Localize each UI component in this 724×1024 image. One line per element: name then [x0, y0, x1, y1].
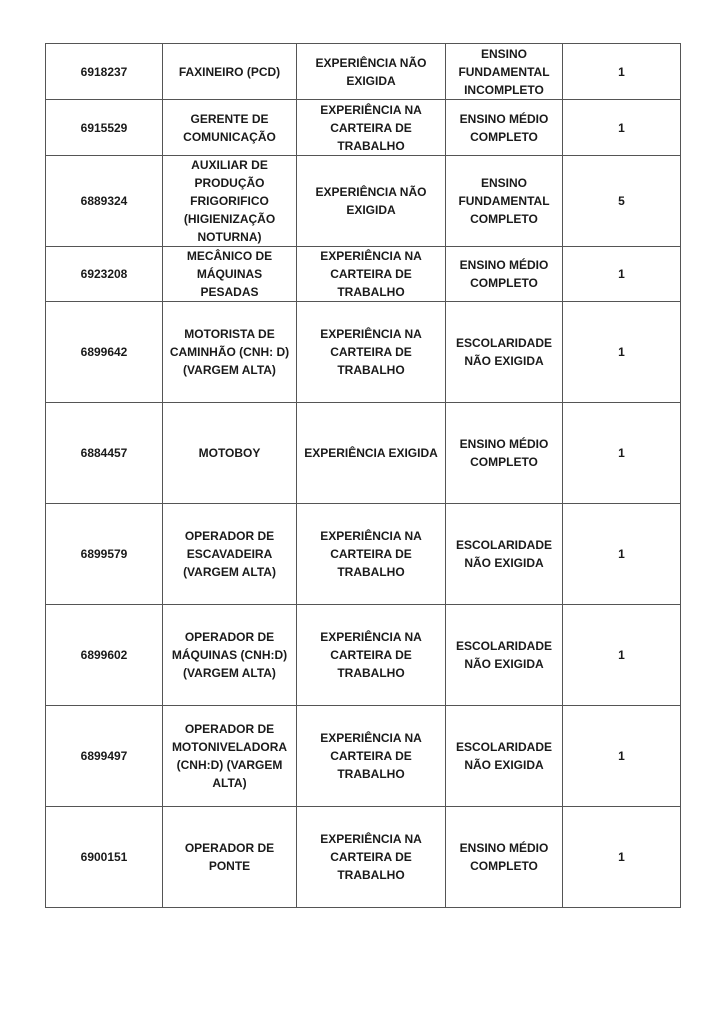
vacancy-count-cell: 1 [563, 706, 681, 807]
experience-cell: EXPERIÊNCIA NA CARTEIRA DE TRABALHO [297, 504, 446, 605]
table-row [46, 247, 681, 302]
vacancy-count-cell: 1 [563, 247, 681, 302]
job-title-cell: GERENTE DE COMUNICAÇÃO [163, 100, 297, 156]
table-row [46, 605, 681, 706]
table-row [46, 44, 681, 100]
vacancy-code-cell: 6899642 [46, 302, 163, 403]
vacancy-code-cell: 6900151 [46, 807, 163, 908]
table-row [46, 807, 681, 908]
education-cell: ENSINO MÉDIO COMPLETO [446, 247, 563, 302]
job-title-cell: OPERADOR DE ESCAVADEIRA (VARGEM ALTA) [163, 504, 297, 605]
vacancy-count-cell: 1 [563, 605, 681, 706]
job-vacancies-table [45, 43, 681, 908]
experience-cell: EXPERIÊNCIA NA CARTEIRA DE TRABALHO [297, 247, 446, 302]
vacancy-code-cell: 6918237 [46, 44, 163, 100]
job-title-cell: FAXINEIRO (PCD) [163, 44, 297, 100]
experience-cell: EXPERIÊNCIA NÃO EXIGIDA [297, 156, 446, 247]
vacancy-count-cell: 1 [563, 403, 681, 504]
vacancy-code-cell: 6899602 [46, 605, 163, 706]
experience-cell: EXPERIÊNCIA NA CARTEIRA DE TRABALHO [297, 605, 446, 706]
education-cell: ESCOLARIDADE NÃO EXIGIDA [446, 605, 563, 706]
education-cell: ESCOLARIDADE NÃO EXIGIDA [446, 302, 563, 403]
vacancy-code-cell: 6884457 [46, 403, 163, 504]
vacancy-count-cell: 1 [563, 100, 681, 156]
education-cell: ENSINO FUNDAMENTAL COMPLETO [446, 156, 563, 247]
education-cell: ESCOLARIDADE NÃO EXIGIDA [446, 706, 563, 807]
vacancy-code-cell: 6915529 [46, 100, 163, 156]
job-title-cell: AUXILIAR DE PRODUÇÃO FRIGORIFICO (HIGIENIZAÇÃO NOTURNA) [163, 156, 297, 247]
education-cell: ENSINO MÉDIO COMPLETO [446, 807, 563, 908]
vacancy-count-cell: 1 [563, 44, 681, 100]
table-row [46, 504, 681, 605]
education-cell: ENSINO MÉDIO COMPLETO [446, 403, 563, 504]
experience-cell: EXPERIÊNCIA EXIGIDA [297, 403, 446, 504]
vacancy-code-cell: 6923208 [46, 247, 163, 302]
job-title-cell: OPERADOR DE MOTONIVELADORA (CNH:D) (VARGEM ALTA) [163, 706, 297, 807]
education-cell: ENSINO FUNDAMENTAL INCOMPLETO [446, 44, 563, 100]
vacancy-count-cell: 1 [563, 302, 681, 403]
education-cell: ESCOLARIDADE NÃO EXIGIDA [446, 504, 563, 605]
job-title-cell: OPERADOR DE PONTE [163, 807, 297, 908]
vacancy-code-cell: 6899579 [46, 504, 163, 605]
experience-cell: EXPERIÊNCIA NÃO EXIGIDA [297, 44, 446, 100]
job-title-cell: MECÂNICO DE MÁQUINAS PESADAS [163, 247, 297, 302]
table-row [46, 156, 681, 247]
vacancy-count-cell: 1 [563, 807, 681, 908]
table-row [46, 403, 681, 504]
experience-cell: EXPERIÊNCIA NA CARTEIRA DE TRABALHO [297, 706, 446, 807]
job-title-cell: MOTOBOY [163, 403, 297, 504]
education-cell: ENSINO MÉDIO COMPLETO [446, 100, 563, 156]
table-row [46, 302, 681, 403]
experience-cell: EXPERIÊNCIA NA CARTEIRA DE TRABALHO [297, 807, 446, 908]
vacancy-code-cell: 6889324 [46, 156, 163, 247]
vacancy-code-cell: 6899497 [46, 706, 163, 807]
experience-cell: EXPERIÊNCIA NA CARTEIRA DE TRABALHO [297, 302, 446, 403]
table-row [46, 100, 681, 156]
job-title-cell: OPERADOR DE MÁQUINAS (CNH:D) (VARGEM ALTA) [163, 605, 297, 706]
table-row [46, 706, 681, 807]
job-title-cell: MOTORISTA DE CAMINHÃO (CNH: D) (VARGEM ALTA) [163, 302, 297, 403]
experience-cell: EXPERIÊNCIA NA CARTEIRA DE TRABALHO [297, 100, 446, 156]
vacancy-count-cell: 5 [563, 156, 681, 247]
vacancy-count-cell: 1 [563, 504, 681, 605]
